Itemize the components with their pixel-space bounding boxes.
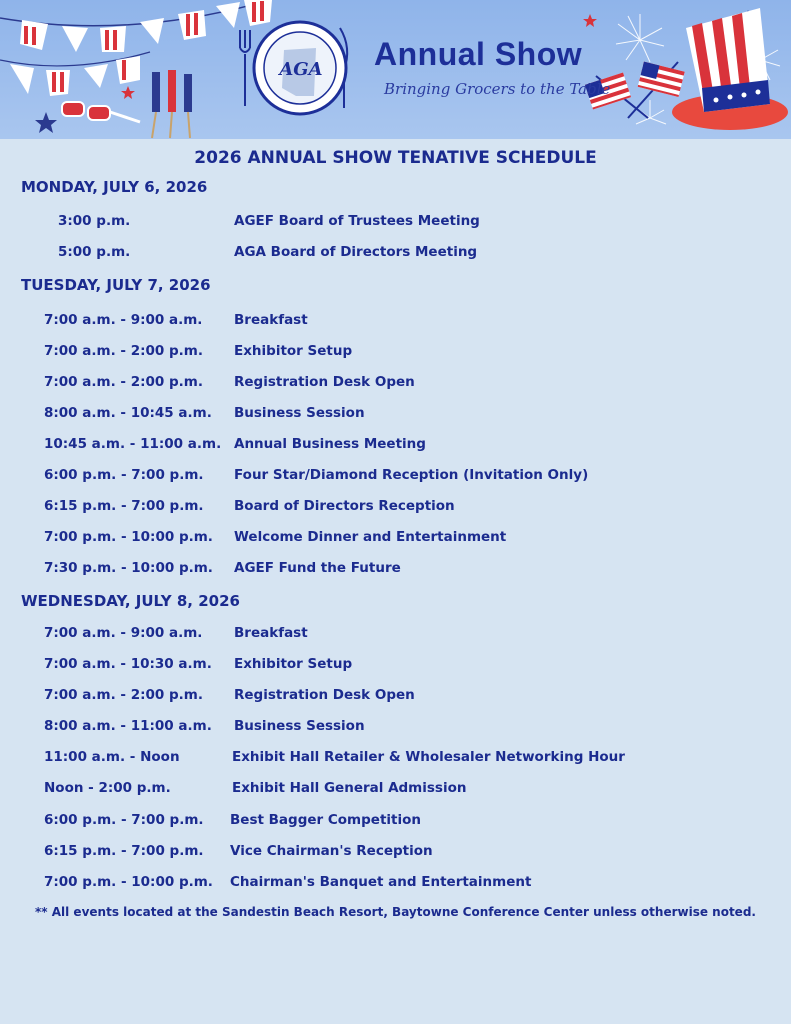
schedule-row	[0, 560, 791, 580]
schedule-row	[0, 718, 791, 738]
event-name: Exhibitor Setup	[234, 656, 353, 672]
event-time: 6:00 p.m. - 7:00 p.m.	[44, 812, 204, 828]
event-name: Breakfast	[234, 312, 308, 328]
location-footnote: ** All events located at the Sandestin Beach Resort, Baytowne Conference Center unless otherwise noted.	[35, 905, 756, 919]
schedule-row	[0, 467, 791, 487]
top-hat-icon	[672, 8, 788, 130]
event-time: 6:15 p.m. - 7:00 p.m.	[44, 498, 204, 514]
event-time: 7:00 a.m. - 2:00 p.m.	[44, 687, 203, 703]
event-name: Exhibitor Setup	[234, 343, 353, 359]
schedule-row	[0, 405, 791, 425]
event-time: 7:00 p.m. - 10:00 p.m.	[44, 874, 213, 890]
fork-icon	[240, 30, 250, 106]
banner-tagline: Bringing Grocers to the Table	[384, 80, 611, 98]
event-time: Noon - 2:00 p.m.	[44, 780, 171, 796]
event-time: 3:00 p.m.	[58, 213, 131, 229]
event-time: 7:00 a.m. - 2:00 p.m.	[44, 343, 203, 359]
event-time: 7:00 a.m. - 2:00 p.m.	[44, 374, 203, 390]
event-time: 7:00 a.m. - 10:30 a.m.	[44, 656, 212, 672]
schedule-row	[0, 529, 791, 549]
event-name: Registration Desk Open	[234, 687, 415, 703]
schedule-row	[0, 749, 791, 769]
event-name: Four Star/Diamond Reception (Invitation Only)	[234, 467, 589, 483]
event-time: 7:00 a.m. - 9:00 a.m.	[44, 625, 203, 641]
party-glasses-icon	[62, 102, 140, 122]
event-time: 8:00 a.m. - 11:00 a.m.	[44, 718, 212, 734]
schedule-row	[0, 812, 791, 832]
event-name: Exhibit Hall General Admission	[232, 780, 467, 796]
schedule-row	[0, 780, 791, 800]
schedule-row	[0, 213, 791, 233]
event-time: 7:00 a.m. - 9:00 a.m.	[44, 312, 203, 328]
schedule-row	[0, 625, 791, 645]
event-name: AGEF Board of Trustees Meeting	[234, 213, 480, 229]
day-heading-monday: MONDAY, JULY 6, 2026	[21, 178, 208, 196]
day-heading-tuesday: TUESDAY, JULY 7, 2026	[21, 276, 211, 294]
event-name: Registration Desk Open	[234, 374, 415, 390]
banner-title: Annual Show	[374, 36, 583, 72]
event-time: 6:00 p.m. - 7:00 p.m.	[44, 467, 204, 483]
event-name: Business Session	[234, 718, 365, 734]
event-name: Business Session	[234, 405, 365, 421]
event-name: AGEF Fund the Future	[234, 560, 401, 576]
firework-rockets-icon	[152, 70, 192, 138]
event-time: 7:30 p.m. - 10:00 p.m.	[44, 560, 213, 576]
event-time: 7:00 p.m. - 10:00 p.m.	[44, 529, 213, 545]
event-time: 5:00 p.m.	[58, 244, 131, 260]
event-name: Chairman's Banquet and Entertainment	[230, 874, 532, 890]
event-time: 10:45 a.m. - 11:00 a.m.	[44, 436, 222, 452]
schedule-row	[0, 374, 791, 394]
seal-letters: AGA	[279, 59, 323, 80]
schedule-row	[0, 687, 791, 707]
event-name: Breakfast	[234, 625, 308, 641]
schedule-title: 2026 ANNUAL SHOW TENATIVE SCHEDULE	[194, 148, 597, 168]
event-name: Annual Business Meeting	[234, 436, 426, 452]
event-name: Best Bagger Competition	[230, 812, 421, 828]
schedule-row	[0, 436, 791, 456]
event-time: 6:15 p.m. - 7:00 p.m.	[44, 843, 204, 859]
schedule-row	[0, 498, 791, 518]
schedule-row	[0, 343, 791, 363]
event-name: Exhibit Hall Retailer & Wholesaler Networking Hour	[232, 749, 625, 765]
seal-monogram	[262, 20, 340, 120]
event-time: 11:00 a.m. - Noon	[44, 749, 180, 765]
schedule-row	[0, 874, 791, 894]
event-name: AGA Board of Directors Meeting	[234, 244, 478, 260]
event-time: 8:00 a.m. - 10:45 a.m.	[44, 405, 212, 421]
schedule-row	[0, 244, 791, 264]
event-name: Welcome Dinner and Entertainment	[234, 529, 507, 545]
day-heading-wednesday: WEDNESDAY, JULY 8, 2026	[21, 592, 240, 610]
event-name: Vice Chairman's Reception	[230, 843, 433, 859]
header-banner	[0, 0, 791, 139]
schedule-row	[0, 312, 791, 332]
schedule-row	[0, 656, 791, 676]
schedule-row	[0, 843, 791, 863]
event-name: Board of Directors Reception	[234, 498, 455, 514]
bunting-flags-icon	[20, 0, 272, 52]
